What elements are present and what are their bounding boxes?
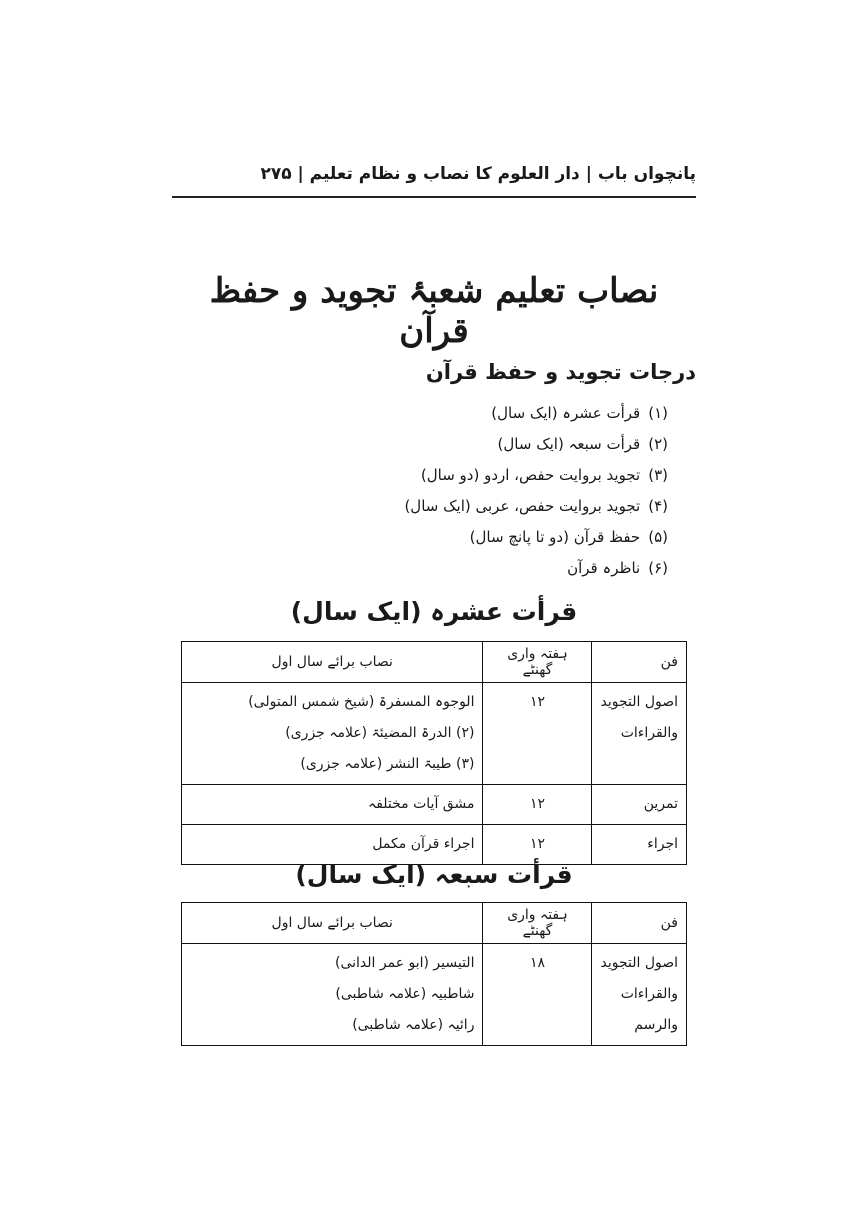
fan-line: والقراءات [620, 986, 678, 1002]
syllabus-line: (۲) الدرۃ المضیئۃ (علامہ جزری) [285, 725, 475, 741]
hours-value: ۱۲ [529, 796, 545, 812]
item-text: حفظ قرآن (دو تا پانچ سال) [469, 528, 641, 546]
header-hours: ہفتہ واری گھنٹے [483, 903, 592, 944]
syllabus-line: اجراء قرآن مکمل [372, 836, 475, 852]
table1 [181, 641, 687, 865]
syllabus-line: رائیہ (علامہ شاطبی) [352, 1017, 475, 1033]
item-number: (۳) [648, 466, 668, 484]
syllabus-line: شاطبیہ (علامہ شاطبی) [335, 986, 475, 1002]
table-row [182, 825, 687, 865]
cell-hours [483, 825, 592, 865]
hours-value: ۱۲ [529, 694, 545, 710]
item-number: (۱) [648, 404, 668, 422]
table1-title: قرأت عشرہ (ایک سال) [290, 597, 578, 626]
list-item [348, 522, 668, 553]
table-header-row [182, 642, 687, 683]
cell-hours [483, 683, 592, 785]
table2-title: قرأت سبعہ (ایک سال) [295, 860, 573, 889]
table2 [181, 902, 687, 1046]
cell-syllabus [182, 683, 483, 785]
cell-syllabus [182, 944, 483, 1046]
cell-hours [483, 785, 592, 825]
item-number: (۴) [648, 497, 668, 515]
cell-fan [592, 683, 687, 785]
item-number: (۲) [648, 435, 668, 453]
fan-line: والرسم [634, 1017, 678, 1033]
syllabus-line: مشق آیات مختلفہ [367, 796, 475, 812]
list-item [348, 491, 668, 522]
cell-fan [592, 825, 687, 865]
list-item [348, 429, 668, 460]
item-number: (۵) [648, 528, 668, 546]
item-text: ناظرہ قرآن [567, 559, 641, 577]
page-title: نصاب تعلیم شعبۂ تجوید و حفظ قرآن [209, 271, 659, 351]
header-syllabus: نصاب برائے سال اول [182, 903, 483, 944]
item-text: تجوید بروایت حفص، اردو (دو سال) [420, 466, 641, 484]
item-text: قرأت سبعہ (ایک سال) [497, 435, 641, 453]
list-item [348, 460, 668, 491]
header-fan: فن [592, 642, 687, 683]
list-item [348, 398, 668, 429]
header-hours: ہفتہ واری گھنٹے [483, 642, 592, 683]
hours-value: ۱۸ [529, 955, 545, 971]
item-number: (۶) [648, 559, 668, 577]
syllabus-line: (۳) طیبۃ النشر (علامہ جزری) [300, 756, 475, 772]
fan-line: اجراء [647, 836, 678, 852]
header-syllabus: نصاب برائے سال اول [182, 642, 483, 683]
levels-heading: درجات تجوید و حفظ قرآن [425, 360, 696, 384]
running-header: پانچواں باب | دار العلوم کا نصاب و نظام تعلیم | ۲۷۵ [260, 164, 696, 184]
page-header [172, 160, 696, 198]
syllabus-line: التیسیر (ابو عمر الدانی) [335, 955, 475, 971]
table-row [182, 944, 687, 1046]
list-item [348, 553, 668, 584]
fan-line: اصول التجوید [600, 955, 678, 971]
cell-fan [592, 785, 687, 825]
fan-line: تمرین [643, 796, 678, 812]
levels-list [348, 398, 668, 584]
cell-syllabus [182, 825, 483, 865]
header-fan: فن [592, 903, 687, 944]
table-header-row [182, 903, 687, 944]
item-text: تجوید بروایت حفص، عربی (ایک سال) [404, 497, 641, 515]
item-text: قرأت عشرہ (ایک سال) [491, 404, 641, 422]
table-row [182, 683, 687, 785]
hours-value: ۱۲ [529, 836, 545, 852]
cell-fan [592, 944, 687, 1046]
fan-line: والقراءات [620, 725, 678, 741]
cell-syllabus [182, 785, 483, 825]
fan-line: اصول التجوید [600, 694, 678, 710]
table-row [182, 785, 687, 825]
syllabus-line: الوجوہ المسفرۃ (شیخ شمس المتولی) [248, 694, 475, 710]
cell-hours [483, 944, 592, 1046]
